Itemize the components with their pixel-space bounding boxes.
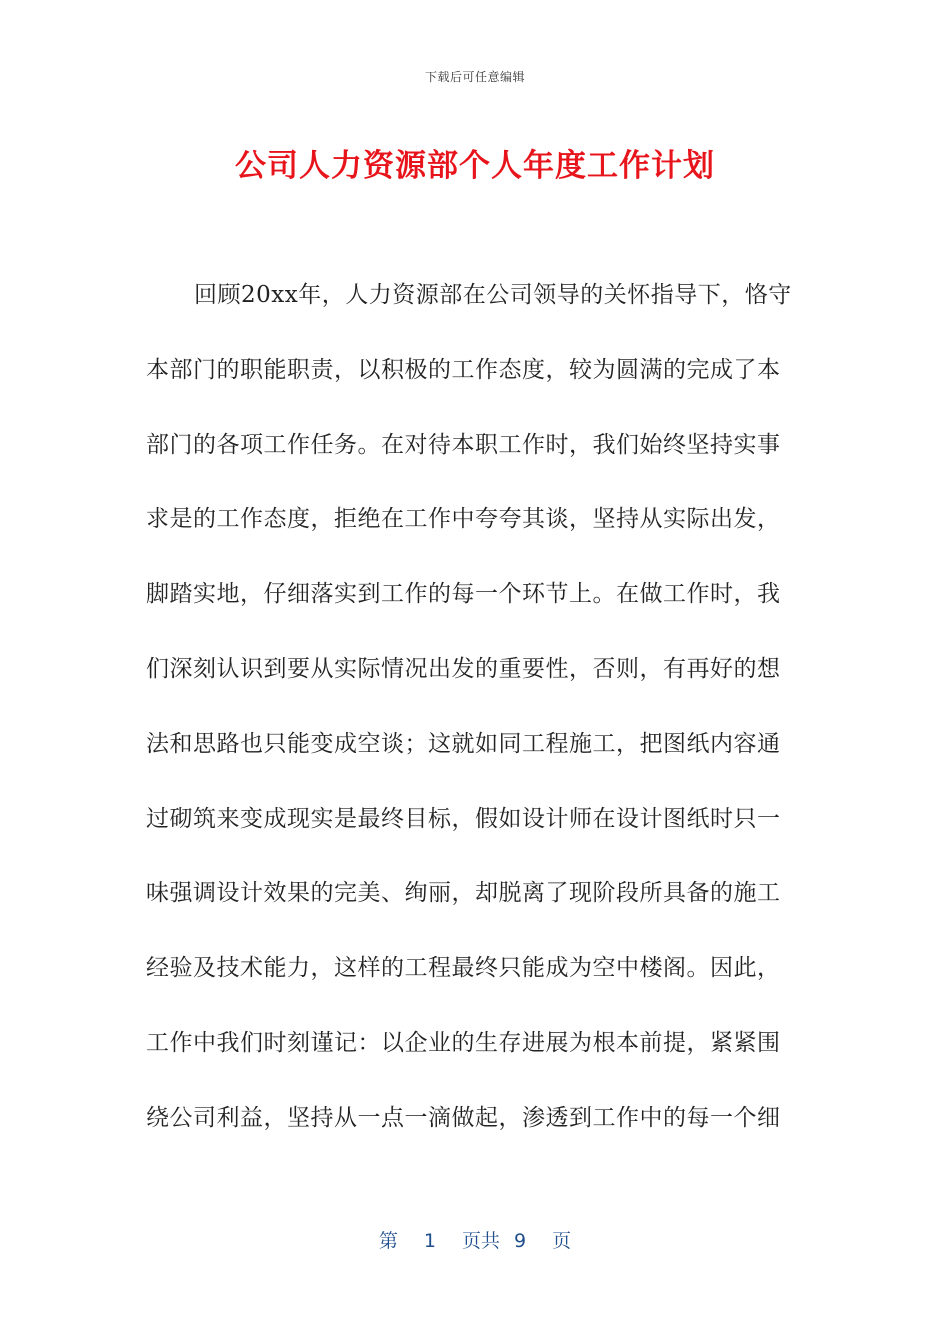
paragraph-line: 们深刻认识到要从实际情况出发的重要性，否则，有再好的想 xyxy=(146,655,781,682)
footer-prefix: 第 xyxy=(378,1230,398,1252)
paragraph-line: 味强调设计效果的完美、绚丽，却脱离了现阶段所具备的施工 xyxy=(146,880,781,907)
document-title: 公司人力资源部个人年度工作计划 xyxy=(235,148,715,184)
page-footer xyxy=(0,1226,950,1253)
header-note: 下载后可任意编辑 xyxy=(424,70,525,84)
paragraph-line: 本部门的职能职责，以积极的工作态度，较为圆满的完成了本 xyxy=(146,356,781,383)
paragraph-line: 回顾20xx年，人力资源部在公司领导的关怀指导下，恪守 xyxy=(194,282,792,308)
paragraph-line: 绕公司利益，坚持从一点一滴做起，渗透到工作中的每一个细 xyxy=(146,1104,781,1131)
paragraph-line: 求是的工作态度，拒绝在工作中夸夸其谈，坚持从实际出发， xyxy=(146,506,781,533)
footer-suffix: 页 xyxy=(552,1230,572,1252)
total-page-count: 9 xyxy=(514,1230,527,1252)
paragraph-line: 过砌筑来变成现实是最终目标，假如设计师在设计图纸时只一 xyxy=(146,805,781,832)
footer-middle: 页共 xyxy=(461,1230,500,1252)
paragraph-line: 工作中我们时刻谨记：以企业的生存进展为根本前提，紧紧围 xyxy=(146,1029,781,1056)
paragraph-line: 脚踏实地，仔细落实到工作的每一个环节上。在做工作时，我 xyxy=(146,581,781,608)
paragraph-line: 部门的各项工作任务。在对待本职工作时，我们始终坚持实事 xyxy=(146,431,781,458)
paragraph-line: 经验及技术能力，这样的工程最终只能成为空中楼阁。因此， xyxy=(146,955,781,982)
paragraph-line: 法和思路也只能变成空谈；这就如同工程施工，把图纸内容通 xyxy=(146,730,781,757)
body-paragraph xyxy=(146,275,806,1173)
current-page-number: 1 xyxy=(423,1230,436,1252)
